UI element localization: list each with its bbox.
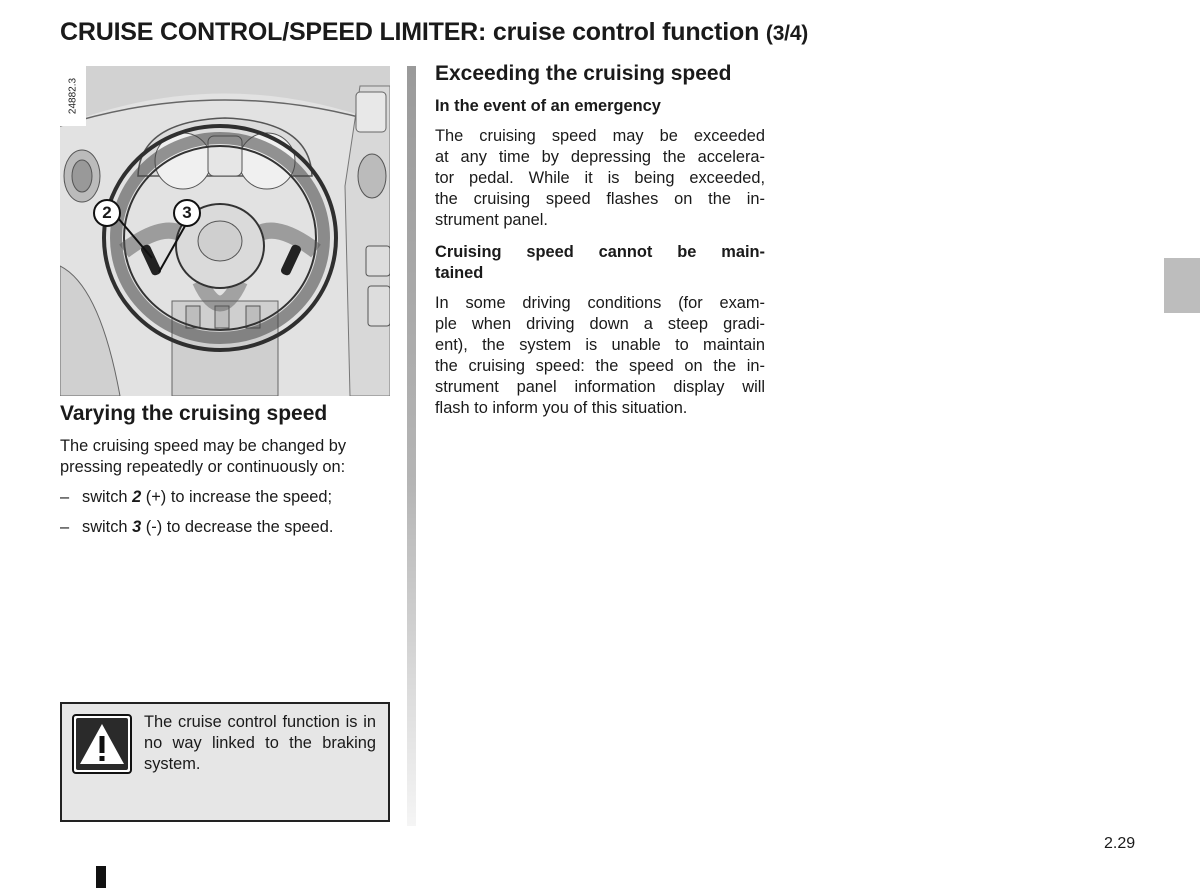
steering-wheel-illustration [60,66,390,396]
text-line: The cruising speed may be changed by [60,437,347,455]
page-title [60,18,808,47]
emergency-paragraph [435,126,765,231]
steering-wheel-drawing [60,66,390,396]
warning-triangle-icon [72,714,132,774]
switch-list [60,487,400,547]
column-divider [407,66,416,826]
text-line: ent), the system is unable to maintain [435,336,765,354]
text-line: pressing repeatedly or continuously on: [60,458,346,476]
bullet-text: (-) to decrease the speed. [141,518,334,536]
bullet-text: (+) to increase the speed; [141,488,333,506]
switch-number: 2 [132,488,142,506]
bullet-text: switch [82,488,133,506]
varying-intro [60,436,400,478]
callout-switch-3: 3 [173,199,201,227]
reference-code-box [60,66,86,126]
bullet-dash: – [60,518,70,536]
text-line: flash to inform you of this situation. [435,399,688,417]
subheading-not-maintained [435,242,765,284]
bullet-dash: – [60,488,70,506]
not-maintained-paragraph [435,293,765,419]
section-heading-exceeding: Exceeding the cruising speed [435,62,732,85]
section-heading-varying: Varying the cruising speed [60,402,328,425]
page-part-indicator: (3/4) [765,22,809,45]
text-line: tor pedal. While it is being exceeded, [435,169,765,187]
text-line: strument panel. [435,211,548,229]
text-line: tained [435,264,484,282]
reference-code: 24882.3 [67,77,79,115]
text-line: the cruising speed flashes on the in- [435,190,765,208]
bullet-text: switch [82,518,133,536]
text-line: the cruising speed: the speed on the in- [435,357,765,375]
page-title-text: CRUISE CONTROL/SPEED LIMITER: cruise control function [60,18,760,46]
text-line: The cruising speed may be exceeded [435,127,765,145]
warning-text: The cruise control function is in no way linked to the braking system. [144,713,376,773]
subheading-emergency: In the event of an emergency [435,97,661,115]
callout-switch-2: 2 [93,199,121,227]
text-line: strument panel information display will [435,378,765,396]
crop-mark [96,866,106,888]
text-line: In some driving conditions (for exam- [435,294,765,312]
switch-number: 3 [132,518,142,536]
text-line: at any time by depressing the accelera- [435,148,765,166]
page-number: 2.29 [1104,835,1136,852]
text-line: Cruising speed cannot be main- [435,243,765,261]
text-line: ple when driving down a steep gradi- [435,315,765,333]
list-item [60,487,400,508]
warning-box [60,702,390,822]
list-item [60,517,400,538]
chapter-side-tab [1164,258,1200,313]
